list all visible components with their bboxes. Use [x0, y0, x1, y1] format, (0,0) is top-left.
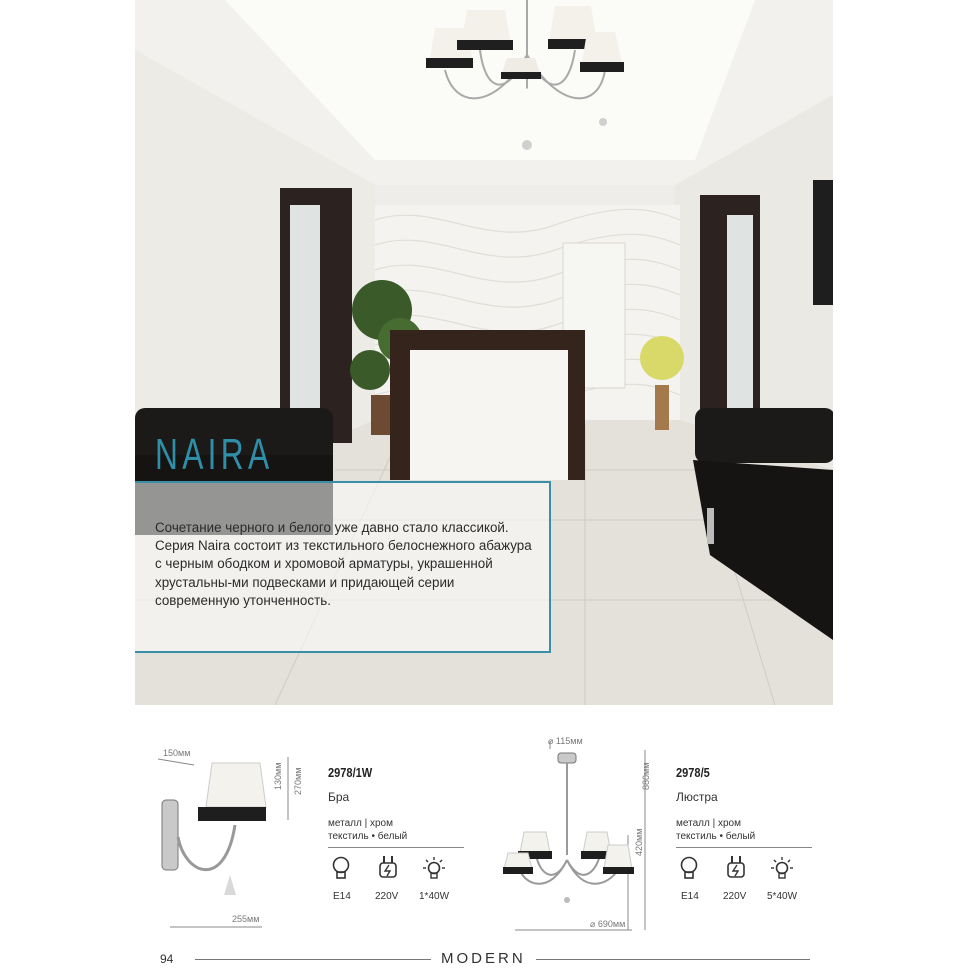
- material-chandelier-2: текстиль • белый: [676, 831, 756, 842]
- dim-diameter: ⌀ 690мм: [590, 919, 626, 929]
- bulb-icon: [679, 856, 699, 884]
- bulb-icon: [331, 856, 351, 884]
- section-title: MODERN: [441, 950, 526, 967]
- hero-photo: [135, 0, 833, 705]
- socket-label-chandelier: E14: [681, 891, 699, 902]
- divider: [328, 847, 464, 848]
- plug-icon: [726, 856, 746, 884]
- light-power-icon: [768, 856, 796, 884]
- series-description: Сочетание черного и белого уже давно стало классикой. Серия Naira состоит из текстильного белоснежного абажура с черным ободком и хромовой арматуры, украшенной хрустальны-ми подвесками и придающей серии современную утонченность.: [155, 520, 532, 608]
- socket-label-sconce: E14: [333, 891, 351, 902]
- dim-height-max: 880мм: [641, 762, 651, 790]
- divider: [676, 847, 812, 848]
- dim-width-top: 150мм: [163, 748, 191, 758]
- dim-canopy: ⌀ 115мм: [548, 736, 583, 746]
- product-code-chandelier: 2978/5: [676, 765, 710, 780]
- footer-rule-right: [536, 959, 810, 960]
- footer-rule-left: [195, 959, 431, 960]
- material-sconce-1: металл | хром: [328, 818, 393, 829]
- series-title: NAIRA: [155, 430, 274, 479]
- voltage-label-chandelier: 220V: [723, 891, 747, 902]
- power-label-chandelier: 5*40W: [767, 891, 798, 902]
- dim-height-total: 270мм: [293, 767, 303, 795]
- light-power-icon: [420, 856, 448, 884]
- page-number: 94: [160, 952, 174, 966]
- product-code-sconce: 2978/1W: [328, 765, 373, 780]
- dim-height-min: 420мм: [634, 828, 644, 856]
- dim-depth: 255мм: [232, 914, 260, 924]
- power-label-sconce: 1*40W: [419, 891, 450, 902]
- voltage-label-sconce: 220V: [375, 891, 399, 902]
- material-sconce-2: текстиль • белый: [328, 831, 408, 842]
- description-box: [135, 481, 551, 653]
- product-type-chandelier: Люстра: [676, 790, 718, 804]
- dim-height-shade: 130мм: [273, 762, 283, 790]
- product-type-sconce: Бра: [328, 790, 350, 804]
- material-chandelier-1: металл | хром: [676, 818, 741, 829]
- plug-icon: [378, 856, 398, 884]
